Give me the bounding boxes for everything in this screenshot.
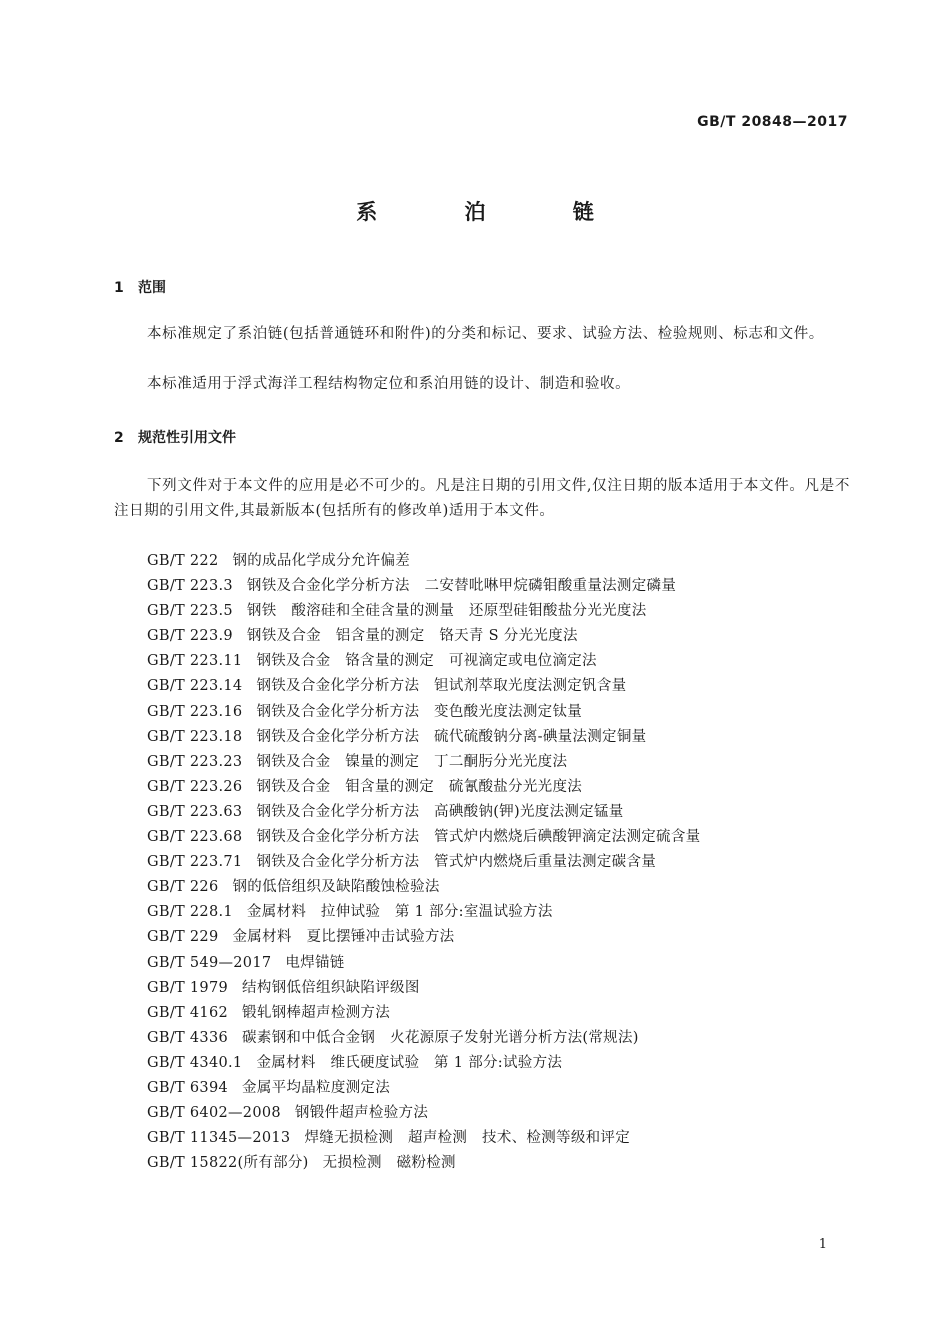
standard-code: GB/T 20848—2017 <box>697 114 848 130</box>
reference-code: GB/T 223.5 <box>147 603 233 620</box>
reference-title: 钢铁 酸溶硅和全硅含量的测量 还原型硅钼酸盐分光光度法 <box>246 603 647 620</box>
reference-item <box>147 700 700 725</box>
reference-item <box>147 624 700 649</box>
reference-code: GB/T 223.14 <box>147 678 243 695</box>
reference-title: 钢铁及合金化学分析方法 硫代硫酸钠分离-碘量法测定铜量 <box>256 728 647 745</box>
reference-item <box>147 1126 700 1151</box>
reference-code: GB/T 228.1 <box>147 904 233 921</box>
reference-item <box>147 875 700 900</box>
reference-item <box>147 1076 700 1101</box>
reference-title: 钢铁及合金化学分析方法 钽试剂萃取光度法测定钒含量 <box>256 678 627 695</box>
reference-code: GB/T 223.68 <box>147 829 243 846</box>
reference-item <box>147 674 700 699</box>
reference-item <box>147 825 700 850</box>
reference-title: 钢锻件超声检验方法 <box>294 1105 429 1122</box>
reference-item <box>147 549 700 574</box>
reference-title: 钢的成品化学成分允许偏差 <box>232 553 411 569</box>
section-title: 范围 <box>138 280 166 296</box>
reference-item <box>147 925 700 950</box>
reference-title: 钢铁及合金化学分析方法 变色酸光度法测定钛量 <box>256 703 583 720</box>
reference-code: GB/T 4340.1 <box>147 1054 243 1071</box>
reference-item <box>147 1051 700 1076</box>
section-number: 2 <box>114 430 124 446</box>
reference-title: 钢铁及合金 镍量的测定 丁二酮肟分光光度法 <box>256 753 568 770</box>
page-number: 1 <box>818 1237 827 1252</box>
reference-code: GB/T 4162 <box>147 1004 229 1021</box>
reference-item <box>147 951 700 976</box>
reference-code: GB/T 6402—2008 <box>147 1105 281 1122</box>
reference-item <box>147 725 700 750</box>
reference-item <box>147 1151 700 1176</box>
reference-title: 钢铁及合金化学分析方法 管式炉内燃烧后碘酸钾滴定法测定硫含量 <box>256 829 701 846</box>
reference-title: 锻轧钢棒超声检测方法 <box>242 1004 391 1021</box>
reference-code: GB/T 223.9 <box>147 628 233 645</box>
reference-item <box>147 649 700 674</box>
reference-item <box>147 976 700 1001</box>
reference-code: GB/T 6394 <box>147 1079 229 1096</box>
reference-title: 钢铁及合金化学分析方法 二安替吡啉甲烷磷钼酸重量法测定磷量 <box>246 578 677 595</box>
reference-title: 金属材料 夏比摆锤冲击试验方法 <box>232 929 455 946</box>
reference-code: GB/T 223.63 <box>147 803 243 820</box>
section-title: 规范性引用文件 <box>138 430 236 446</box>
document-title: 系 泊 链 <box>356 200 634 224</box>
reference-title: 金属材料 维氏硬度试验 第 1 部分:试验方法 <box>256 1054 563 1071</box>
reference-code: GB/T 223.26 <box>147 778 243 795</box>
reference-title: 金属材料 拉伸试验 第 1 部分:室温试验方法 <box>246 904 553 921</box>
reference-item <box>147 800 700 825</box>
reference-code: GB/T 15822(所有部分) <box>147 1155 309 1172</box>
reference-code: GB/T 11345—2013 <box>147 1130 291 1147</box>
reference-code: GB/T 223.18 <box>147 728 243 745</box>
reference-code: GB/T 229 <box>147 929 219 946</box>
reference-title: 无损检测 磁粉检测 <box>322 1155 456 1172</box>
reference-code: GB/T 223.16 <box>147 703 243 720</box>
reference-title: 钢铁及合金 钼含量的测定 硫氰酸盐分光光度法 <box>256 778 583 795</box>
reference-item <box>147 1001 700 1026</box>
reference-code: GB/T 223.3 <box>147 578 233 595</box>
reference-code: GB/T 223.23 <box>147 753 243 770</box>
reference-title: 电焊锚链 <box>285 954 345 971</box>
reference-code: GB/T 222 <box>147 553 219 569</box>
reference-title: 钢铁及合金 铝含量的测定 铬天青 S 分光光度法 <box>246 628 578 645</box>
reference-title: 钢铁及合金 铬含量的测定 可视滴定或电位滴定法 <box>256 653 597 670</box>
reference-title: 结构钢低倍组织缺陷评级图 <box>242 979 420 996</box>
section-heading-normative-references <box>114 427 236 447</box>
reference-code: GB/T 226 <box>147 879 219 896</box>
reference-title: 钢铁及合金化学分析方法 高碘酸钠(钾)光度法测定锰量 <box>256 803 624 820</box>
reference-title: 碳素钢和中低合金钢 火花源原子发射光谱分析方法(常规法) <box>242 1029 639 1046</box>
reference-code: GB/T 4336 <box>147 1029 229 1046</box>
reference-code: GB/T 1979 <box>147 979 229 996</box>
reference-code: GB/T 223.11 <box>147 653 243 670</box>
reference-item <box>147 1026 700 1051</box>
reference-title: 钢铁及合金化学分析方法 管式炉内燃烧后重量法测定碳含量 <box>256 854 657 871</box>
reference-title: 钢的低倍组织及缺陷酸蚀检验法 <box>232 879 440 896</box>
reference-item <box>147 574 700 599</box>
reference-title: 金属平均晶粒度测定法 <box>242 1079 391 1096</box>
reference-code: GB/T 549—2017 <box>147 954 272 971</box>
reference-item <box>147 599 700 624</box>
reference-item <box>147 1101 700 1126</box>
references-intro-paragraph: 下列文件对于本文件的应用是必不可少的。凡是注日期的引用文件,仅注日期的版本适用于本文件。凡是不注日期的引用文件,其最新版本(包括所有的修改单)适用于本文件。 <box>114 478 850 519</box>
scope-paragraph-2: 本标准适用于浮式海洋工程结构物定位和系泊用链的设计、制造和验收。 <box>147 376 631 392</box>
scope-paragraph-1: 本标准规定了系泊链(包括普通链环和附件)的分类和标记、要求、试验方法、检验规则、标志和文件。 <box>147 326 824 342</box>
reference-item <box>147 850 700 875</box>
reference-list <box>147 549 700 1176</box>
section-heading-scope <box>114 277 166 297</box>
reference-code: GB/T 223.71 <box>147 854 243 871</box>
reference-item <box>147 750 700 775</box>
reference-title: 焊缝无损检测 超声检测 技术、检测等级和评定 <box>304 1130 631 1147</box>
section-number: 1 <box>114 280 124 296</box>
reference-item <box>147 900 700 925</box>
reference-item <box>147 775 700 800</box>
